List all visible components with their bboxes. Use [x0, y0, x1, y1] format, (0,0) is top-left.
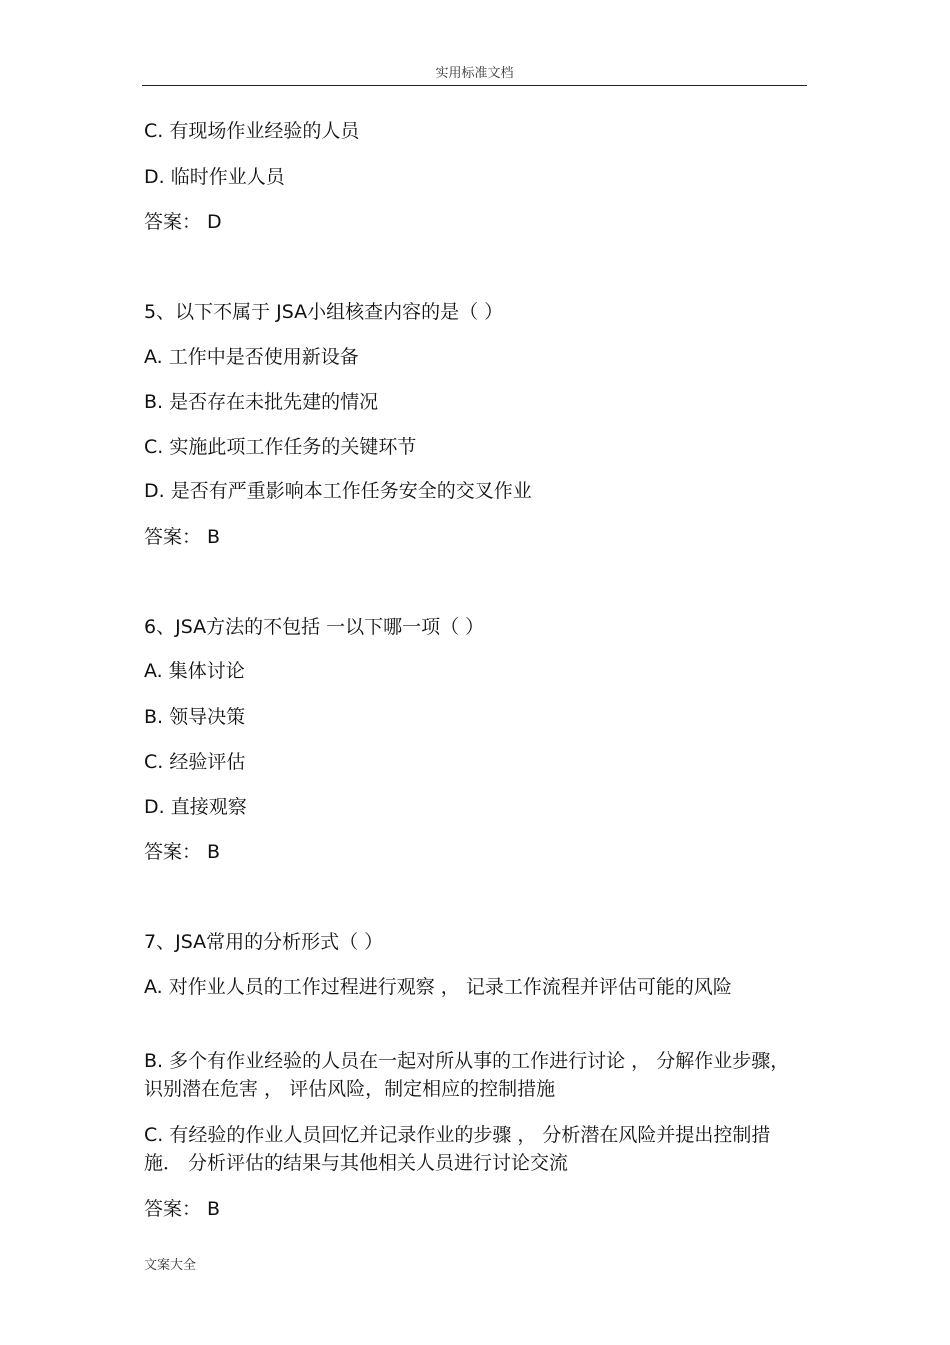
question-6-option-b: B. 领导决策 — [144, 706, 246, 728]
question-6-option-a: A. 集体讨论 — [144, 660, 245, 682]
question-7-option-c: C. 有经验的作业人员回忆并记录作业的步骤 ， 分析潜在风险并提出控制措施． 分析评估的结果与其他相关人员进行讨论交流 — [144, 1124, 771, 1174]
question-6-stem: 6、JSA方法的不包括 一以下哪一项（ ） — [144, 616, 485, 638]
question-7-stem: 7、JSA常用的分析形式（ ） — [144, 931, 384, 953]
page-header: 实用标准文档 — [435, 66, 514, 81]
question-5-option-a: A. 工作中是否使用新设备 — [144, 346, 359, 368]
option-d: D. 临时作业人员 — [144, 166, 285, 188]
question-5-option-c: C. 实施此项工作任务的关键环节 — [144, 436, 417, 458]
question-5-answer: 答案： B — [144, 526, 221, 548]
question-5-option-d: D. 是否有严重影响本工作任务安全的交叉作业 — [144, 480, 532, 502]
header-divider — [142, 85, 807, 86]
question-6-option-c: C. 经验评估 — [144, 751, 246, 773]
option-c: C. 有现场作业经验的人员 — [144, 120, 360, 142]
answer: 答案： D — [144, 211, 222, 233]
page-footer: 文案大全 — [144, 1258, 197, 1273]
question-7-option-b: B. 多个有作业经验的人员在一起对所从事的工作进行讨论 ， 分解作业步骤， 识别潜在危害 ， 评估风险，制定相应的控制措施 — [144, 1050, 790, 1100]
question-7-option-a: A. 对作业人员的工作过程进行观察 ， 记录工作流程并评估可能的风险 — [144, 976, 732, 998]
question-5-option-b: B. 是否存在未批先建的情况 — [144, 391, 379, 413]
question-6-answer: 答案： B — [144, 841, 221, 863]
question-5-stem: 5、以下不属于 JSA小组核查内容的是（ ） — [144, 301, 504, 323]
question-7-answer: 答案： B — [144, 1198, 221, 1220]
question-6-option-d: D. 直接观察 — [144, 796, 247, 818]
